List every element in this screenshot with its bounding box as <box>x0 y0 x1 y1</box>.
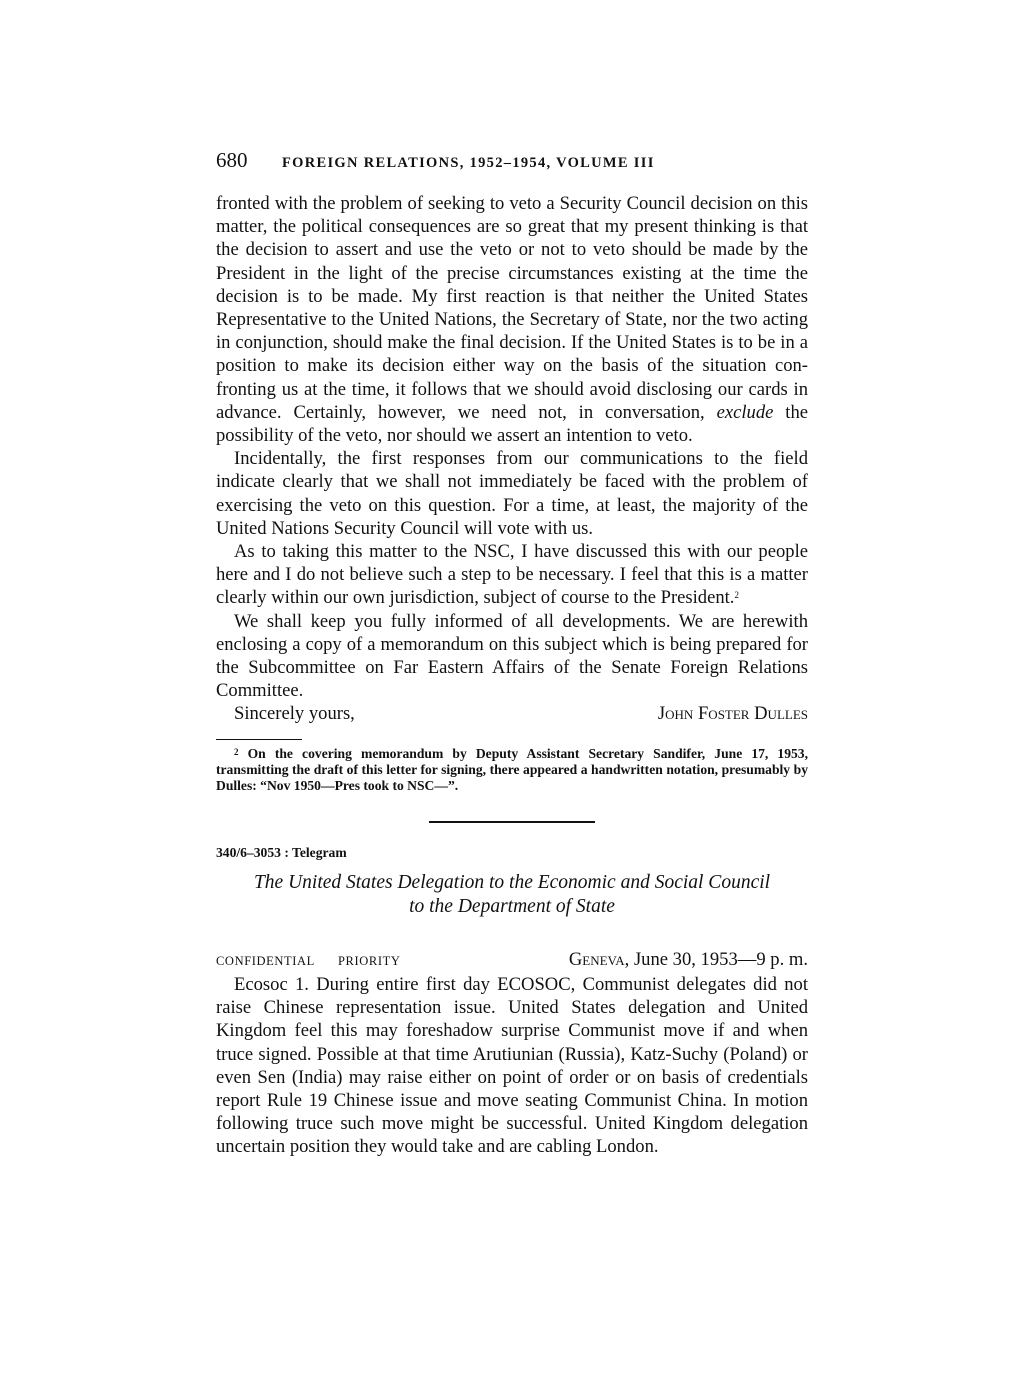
italic-exclude: exclude <box>716 401 774 423</box>
footnote-reference: 2 <box>734 590 739 601</box>
paragraph-3-text: As to taking this matter to the NSC, I have discussed this with our people here and I do not believe such a step to be necessary. I feel that this is a matter clearly within our own jurisdiction, subject of course to the President. <box>216 541 808 609</box>
document-page <box>216 148 808 1159</box>
letter-paragraph-2: Incidentally, the first responses from our communications to the field indicate clearly that we shall not immediately be faced with the problem of exercising the veto on this question. For a time, at least, the majority of the United Nations Security Council will vote with us. <box>216 448 808 539</box>
footnote-text: On the covering memorandum by Deputy Assistant Secretary Sandifer, June 17, 1953, transmitting the draft of this letter for signing, there appeared a handwritten notation, presumably by Dulles: “Nov 1950—Pres took to NSC—”. <box>216 745 808 794</box>
place-date <box>482 949 808 971</box>
telegram-body: Ecosoc 1. During entire first day ECOSOC, Communist delegates did not raise Chinese representation issue. United States delegation and United Kingdom feel this may foreshadow surprise Communist move if and when truce signed. Possible at that time Arutiunian (Russia), Katz-Suchy (Poland) or even Sen (India) may raise either on point of order or on basis of credentials report Rule 19 Chinese issue and move seating Communist China. In motion following truce such move might be successful. United Kingdom delegation uncertain position they would take and are cabling London. <box>216 973 808 1158</box>
document-reference: 340/6–3053 : Telegram <box>216 844 347 860</box>
letter-paragraph-4: We shall keep you fully informed of all developments. We are herewith enclosing a copy of a memorandum on this subject which is being prepared for the Subcommittee on Far Eastern Affairs of the Senate Foreign Relations Committee. <box>216 610 808 702</box>
letter-body <box>216 192 808 726</box>
letter-paragraph-3 <box>216 540 808 610</box>
footnote <box>216 746 808 795</box>
precedence: PRIORITY <box>338 953 401 968</box>
running-head <box>216 148 808 178</box>
document-title <box>216 871 808 919</box>
document-title-line-2: to the Department of State <box>409 895 615 917</box>
place: Geneva, <box>568 948 630 970</box>
classification: CONFIDENTIAL <box>216 953 315 968</box>
paragraph-1-text-end: the possibility of the veto, nor should we assert an intention to veto. <box>216 401 808 447</box>
running-title: FOREIGN RELATIONS, 1952–1954, VOLUME III <box>282 155 655 171</box>
dateline <box>216 949 808 971</box>
paragraph-1-text: fronted with the problem of seeking to veto a Security Council decision on this matter, the political consequences are so great that my present thinking is that the decision to assert and use the veto or not to veto should be made by the President in the light of the precise circumstances existing at the time the decision is to be made. My first reaction is that neither the United States Representative to the United Nations, the Secretary of State, nor the two acting in conjunction, should make the final decision. If the United States is to be in a position to make its decision either way on the basis of the situation confronting us at the time, it follows that we should avoid disclosing our cards in advance. Certainly, however, we need not, in conversation, <box>216 193 808 423</box>
page-number: 680 <box>216 148 248 172</box>
signature: John Foster Dulles <box>657 703 808 725</box>
signoff <box>216 702 808 725</box>
section-divider <box>429 821 595 823</box>
letter-paragraph-1 <box>216 192 808 447</box>
document-title-line-1: The United States Delegation to the Economic and Social Council <box>253 871 771 893</box>
closing: Sincerely yours, <box>234 703 355 725</box>
date: June 30, 1953—9 p. m. <box>633 948 808 970</box>
footnote-marker: 2 <box>234 746 239 757</box>
footnote-rule <box>216 739 302 740</box>
